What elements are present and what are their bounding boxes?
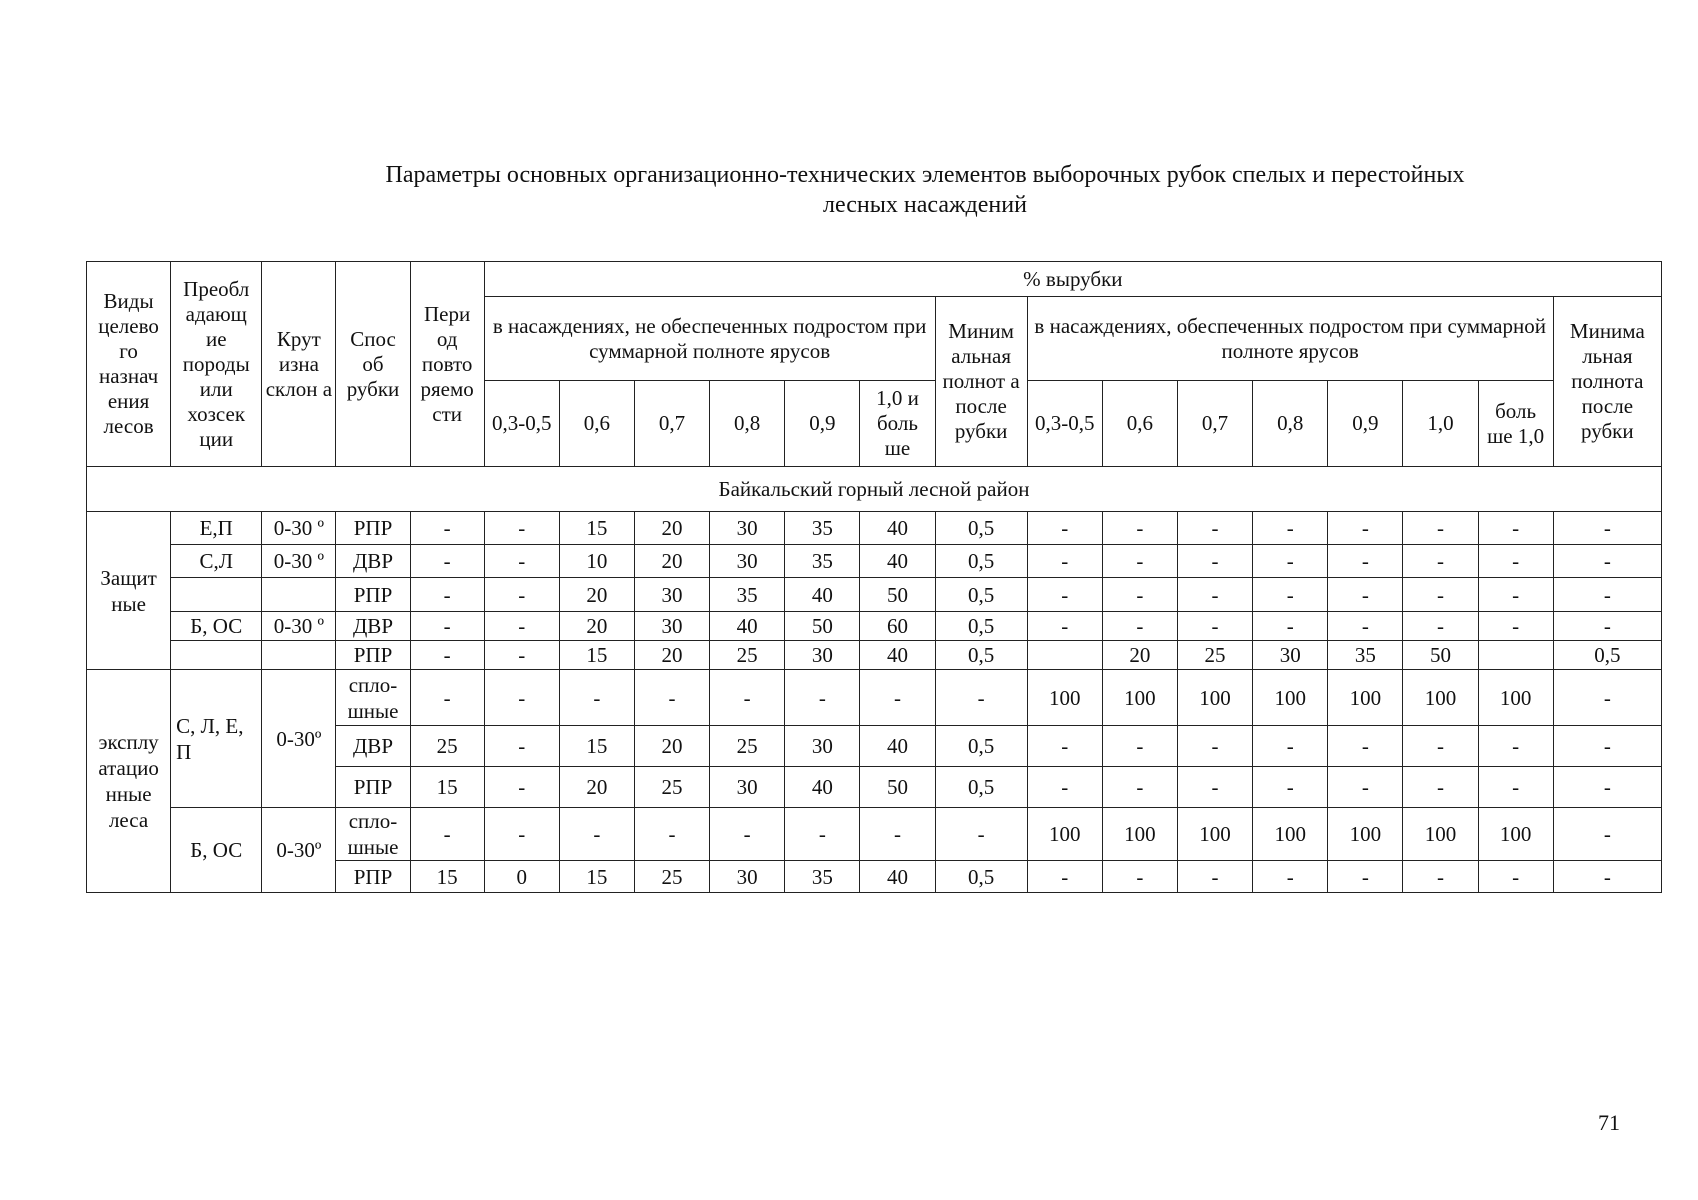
cut-value-cell: - (484, 578, 559, 612)
cut-value-cell: 25 (1177, 641, 1252, 670)
period-cell: - (410, 641, 484, 670)
method-cell: РПР (336, 767, 410, 808)
cut-value-cell: - (1027, 578, 1102, 612)
min-density-cell: - (1553, 578, 1661, 612)
cut-value-cell: 15 (559, 641, 634, 670)
slope-cell: 0-30º (262, 670, 336, 808)
slope-cell: 0-30 º (262, 545, 336, 578)
cut-value-cell: 15 (559, 861, 634, 893)
slope-cell: 0-30 º (262, 512, 336, 545)
cut-value-cell (1027, 641, 1102, 670)
cut-value-cell: 50 (860, 578, 935, 612)
min-density-cell: - (1553, 726, 1661, 767)
method-cell: РПР (336, 512, 410, 545)
method-cell: РПР (336, 641, 410, 670)
species-cell: Е,П (171, 512, 262, 545)
density-col-2: 1,0 (1403, 381, 1478, 467)
page-title (240, 160, 1610, 220)
parameters-table (86, 261, 1662, 893)
cut-value-cell: - (1478, 767, 1553, 808)
cut-value-cell: - (1177, 612, 1252, 641)
cut-value-cell: - (1102, 612, 1177, 641)
cut-value-cell: - (1102, 726, 1177, 767)
cut-value-cell: - (1328, 578, 1403, 612)
cut-value-cell: 30 (1253, 641, 1328, 670)
cut-value-cell: 40 (860, 512, 935, 545)
cut-value-cell: - (634, 808, 709, 861)
min-density-cell: - (1553, 512, 1661, 545)
cut-value-cell: - (1478, 861, 1553, 893)
title-line-2: лесных насаждений (823, 192, 1027, 218)
cut-value-cell: - (1328, 512, 1403, 545)
density-col-2: 0,6 (1102, 381, 1177, 467)
cut-value-cell: - (1403, 726, 1478, 767)
cut-value-cell: - (1253, 512, 1328, 545)
density-col-2: 0,9 (1328, 381, 1403, 467)
cut-value-cell: 100 (1253, 808, 1328, 861)
cut-value-cell: 100 (1177, 670, 1252, 726)
cut-value-cell: 25 (710, 726, 785, 767)
cut-value-cell: - (1478, 726, 1553, 767)
table-row (87, 578, 1662, 612)
cut-value-cell: - (710, 670, 785, 726)
cut-value-cell: 60 (860, 612, 935, 641)
table-row (87, 545, 1662, 578)
cut-value-cell: 100 (1027, 670, 1102, 726)
cut-value-cell: - (1403, 578, 1478, 612)
period-cell: - (410, 808, 484, 861)
cut-value-cell: - (559, 670, 634, 726)
table-row (87, 808, 1662, 861)
species-cell: С,Л (171, 545, 262, 578)
method-cell: спло- шные (336, 670, 410, 726)
cut-value-cell: - (634, 670, 709, 726)
min-density-cell: 0,5 (935, 861, 1027, 893)
min-density-cell: 0,5 (935, 641, 1027, 670)
cut-value-cell: 50 (860, 767, 935, 808)
cut-value-cell: - (1102, 861, 1177, 893)
cut-value-cell: - (1253, 767, 1328, 808)
min-density-cell: 0,5 (935, 726, 1027, 767)
cut-value-cell: - (1328, 612, 1403, 641)
header-slope: Крут изна склон а (262, 262, 336, 467)
slope-cell (262, 641, 336, 670)
cut-value-cell: - (785, 808, 860, 861)
table-row (87, 512, 1662, 545)
cut-value-cell: 25 (634, 767, 709, 808)
cut-value-cell: 20 (559, 578, 634, 612)
cut-value-cell: - (484, 545, 559, 578)
cut-value-cell: - (1328, 861, 1403, 893)
cut-value-cell: - (1102, 767, 1177, 808)
cut-value-cell: - (1253, 545, 1328, 578)
cut-value-cell: 0 (484, 861, 559, 893)
header-min-density-1: Миним альная полнот а после рубки (935, 297, 1027, 467)
cut-value-cell: 35 (785, 861, 860, 893)
cut-value-cell: - (1328, 545, 1403, 578)
cut-value-cell: 35 (1328, 641, 1403, 670)
cut-value-cell: - (1253, 612, 1328, 641)
cut-value-cell: 30 (710, 767, 785, 808)
header-cut-percent: % вырубки (484, 262, 1661, 297)
density-col-2: боль ше 1,0 (1478, 381, 1553, 467)
cut-value-cell: 20 (634, 641, 709, 670)
cut-value-cell: - (1027, 726, 1102, 767)
cut-value-cell: - (1177, 578, 1252, 612)
table-row (87, 641, 1662, 670)
cut-value-cell: - (1328, 726, 1403, 767)
cut-value-cell: 40 (710, 612, 785, 641)
cut-value-cell: 40 (860, 641, 935, 670)
cut-value-cell: 25 (634, 861, 709, 893)
cut-value-cell: - (1027, 861, 1102, 893)
title-line-1: Параметры основных организационно-технических элементов выборочных рубок спелых и перестойных (385, 162, 1465, 188)
region-title: Байкальский горный лесной район (87, 467, 1662, 512)
cut-value-cell: 40 (785, 767, 860, 808)
density-col-1: 0,9 (785, 381, 860, 467)
cut-value-cell: 30 (710, 545, 785, 578)
group-label: эксплу атацио нные леса (87, 670, 171, 893)
header-not-provided: в насаждениях, не обеспеченных подростом при суммарной полноте ярусов (484, 297, 935, 381)
density-col-2: 0,3-0,5 (1027, 381, 1102, 467)
cut-value-cell: 40 (785, 578, 860, 612)
method-cell: РПР (336, 578, 410, 612)
cut-value-cell: 40 (860, 726, 935, 767)
cut-value-cell: - (484, 726, 559, 767)
cut-value-cell: 20 (559, 767, 634, 808)
cut-value-cell: - (1027, 545, 1102, 578)
cut-value-cell: 20 (634, 512, 709, 545)
cut-value-cell: 100 (1253, 670, 1328, 726)
cut-value-cell: - (484, 670, 559, 726)
cut-value-cell: 100 (1478, 808, 1553, 861)
min-density-cell: 0,5 (935, 612, 1027, 641)
min-density-cell: 0,5 (935, 578, 1027, 612)
density-col-2: 0,7 (1177, 381, 1252, 467)
cut-value-cell: 25 (710, 641, 785, 670)
min-density-cell: 0,5 (935, 767, 1027, 808)
table-body (87, 512, 1662, 893)
period-cell: 15 (410, 767, 484, 808)
cut-value-cell: - (1027, 612, 1102, 641)
cut-value-cell: 50 (1403, 641, 1478, 670)
table-row (87, 670, 1662, 726)
cut-value-cell: - (1478, 512, 1553, 545)
cut-value-cell: 15 (559, 726, 634, 767)
period-cell: - (410, 670, 484, 726)
slope-cell (262, 578, 336, 612)
cut-value-cell: 100 (1027, 808, 1102, 861)
cut-value-cell: 35 (785, 512, 860, 545)
cut-value-cell: 40 (860, 861, 935, 893)
cut-value-cell: - (484, 612, 559, 641)
density-col-1: 0,8 (710, 381, 785, 467)
cut-value-cell: - (1403, 767, 1478, 808)
period-cell: - (410, 612, 484, 641)
cut-value-cell: - (559, 808, 634, 861)
cut-value-cell: - (1478, 545, 1553, 578)
cut-value-cell: 20 (634, 545, 709, 578)
header-species: Преобл адающ ие породы или хозсек ции (171, 262, 262, 467)
period-cell: - (410, 578, 484, 612)
cut-value-cell: - (860, 670, 935, 726)
cut-value-cell: 35 (710, 578, 785, 612)
method-cell: ДВР (336, 612, 410, 641)
header-period: Пери од повто ряемо сти (410, 262, 484, 467)
min-density-cell: - (1553, 670, 1661, 726)
period-cell: - (410, 545, 484, 578)
min-density-cell: 0,5 (935, 512, 1027, 545)
min-density-cell: - (1553, 545, 1661, 578)
density-col-1: 0,7 (634, 381, 709, 467)
cut-value-cell: - (1027, 512, 1102, 545)
cut-value-cell: 20 (634, 726, 709, 767)
header-method: Спос об рубки (336, 262, 410, 467)
cut-value-cell: 20 (1102, 641, 1177, 670)
min-density-cell: 0,5 (935, 545, 1027, 578)
period-cell: 15 (410, 861, 484, 893)
slope-cell: 0-30º (262, 808, 336, 893)
slope-cell: 0-30 º (262, 612, 336, 641)
table-row (87, 612, 1662, 641)
cut-value-cell: 15 (559, 512, 634, 545)
cut-value-cell: - (1328, 767, 1403, 808)
cut-value-cell: - (1478, 578, 1553, 612)
page-number: 71 (1598, 1110, 1620, 1135)
cut-value-cell: 35 (785, 545, 860, 578)
cut-value-cell: - (1177, 861, 1252, 893)
period-cell: - (410, 512, 484, 545)
cut-value-cell: 30 (710, 861, 785, 893)
group-label: Защит ные (87, 512, 171, 670)
cut-value-cell: - (785, 670, 860, 726)
cut-value-cell: - (484, 512, 559, 545)
min-density-cell: - (935, 808, 1027, 861)
cut-value-cell: 100 (1102, 808, 1177, 861)
cut-value-cell: - (484, 641, 559, 670)
cut-value-cell: - (1177, 767, 1252, 808)
cut-value-cell: 100 (1102, 670, 1177, 726)
cut-value-cell: 10 (559, 545, 634, 578)
density-col-1: 0,6 (559, 381, 634, 467)
header-provided: в насаждениях, обеспеченных подростом при суммарной полноте ярусов (1027, 297, 1553, 381)
cut-value-cell: - (1027, 767, 1102, 808)
cut-value-cell: 100 (1403, 808, 1478, 861)
cut-value-cell: 100 (1328, 808, 1403, 861)
min-density-cell: - (1553, 612, 1661, 641)
cut-value-cell: - (860, 808, 935, 861)
min-density-cell: - (1553, 861, 1661, 893)
species-cell: Б, ОС (171, 808, 262, 893)
cut-value-cell: 100 (1478, 670, 1553, 726)
species-cell (171, 578, 262, 612)
cut-value-cell: 100 (1328, 670, 1403, 726)
min-density-cell: 0,5 (1553, 641, 1661, 670)
cut-value-cell: - (1253, 861, 1328, 893)
method-cell: ДВР (336, 726, 410, 767)
cut-value-cell: 30 (785, 641, 860, 670)
density-col-2: 0,8 (1253, 381, 1328, 467)
cut-value-cell: 30 (634, 612, 709, 641)
min-density-cell: - (1553, 808, 1661, 861)
cut-value-cell: - (1177, 726, 1252, 767)
density-col-1: 0,3-0,5 (484, 381, 559, 467)
density-col-1: 1,0 и боль ше (860, 381, 935, 467)
cut-value-cell: 30 (710, 512, 785, 545)
cut-value-cell: - (1403, 612, 1478, 641)
cut-value-cell: 50 (785, 612, 860, 641)
cut-value-cell: - (710, 808, 785, 861)
cut-value-cell: - (1177, 545, 1252, 578)
cut-value-cell: - (1253, 726, 1328, 767)
cut-value-cell: 30 (634, 578, 709, 612)
cut-value-cell: 100 (1403, 670, 1478, 726)
method-cell: ДВР (336, 545, 410, 578)
cut-value-cell: 20 (559, 612, 634, 641)
cut-value-cell: - (1102, 512, 1177, 545)
cut-value-cell: 30 (785, 726, 860, 767)
cut-value-cell: - (484, 808, 559, 861)
method-cell: спло- шные (336, 808, 410, 861)
species-cell (171, 641, 262, 670)
species-cell: С, Л, Е, П (171, 670, 262, 808)
header-min-density-2: Минима льная полнота после рубки (1553, 297, 1661, 467)
method-cell: РПР (336, 861, 410, 893)
cut-value-cell: 40 (860, 545, 935, 578)
cut-value-cell: - (1478, 612, 1553, 641)
period-cell: 25 (410, 726, 484, 767)
cut-value-cell: - (1403, 512, 1478, 545)
cut-value-cell: - (1403, 545, 1478, 578)
cut-value-cell: - (484, 767, 559, 808)
cut-value-cell: - (1102, 545, 1177, 578)
cut-value-cell (1478, 641, 1553, 670)
cut-value-cell: - (1253, 578, 1328, 612)
cut-value-cell: - (1403, 861, 1478, 893)
cut-value-cell: - (1177, 512, 1252, 545)
cut-value-cell: - (1102, 578, 1177, 612)
header-forest-type: Виды целево го назнач ения лесов (87, 262, 171, 467)
min-density-cell: - (935, 670, 1027, 726)
species-cell: Б, ОС (171, 612, 262, 641)
min-density-cell: - (1553, 767, 1661, 808)
cut-value-cell: 100 (1177, 808, 1252, 861)
